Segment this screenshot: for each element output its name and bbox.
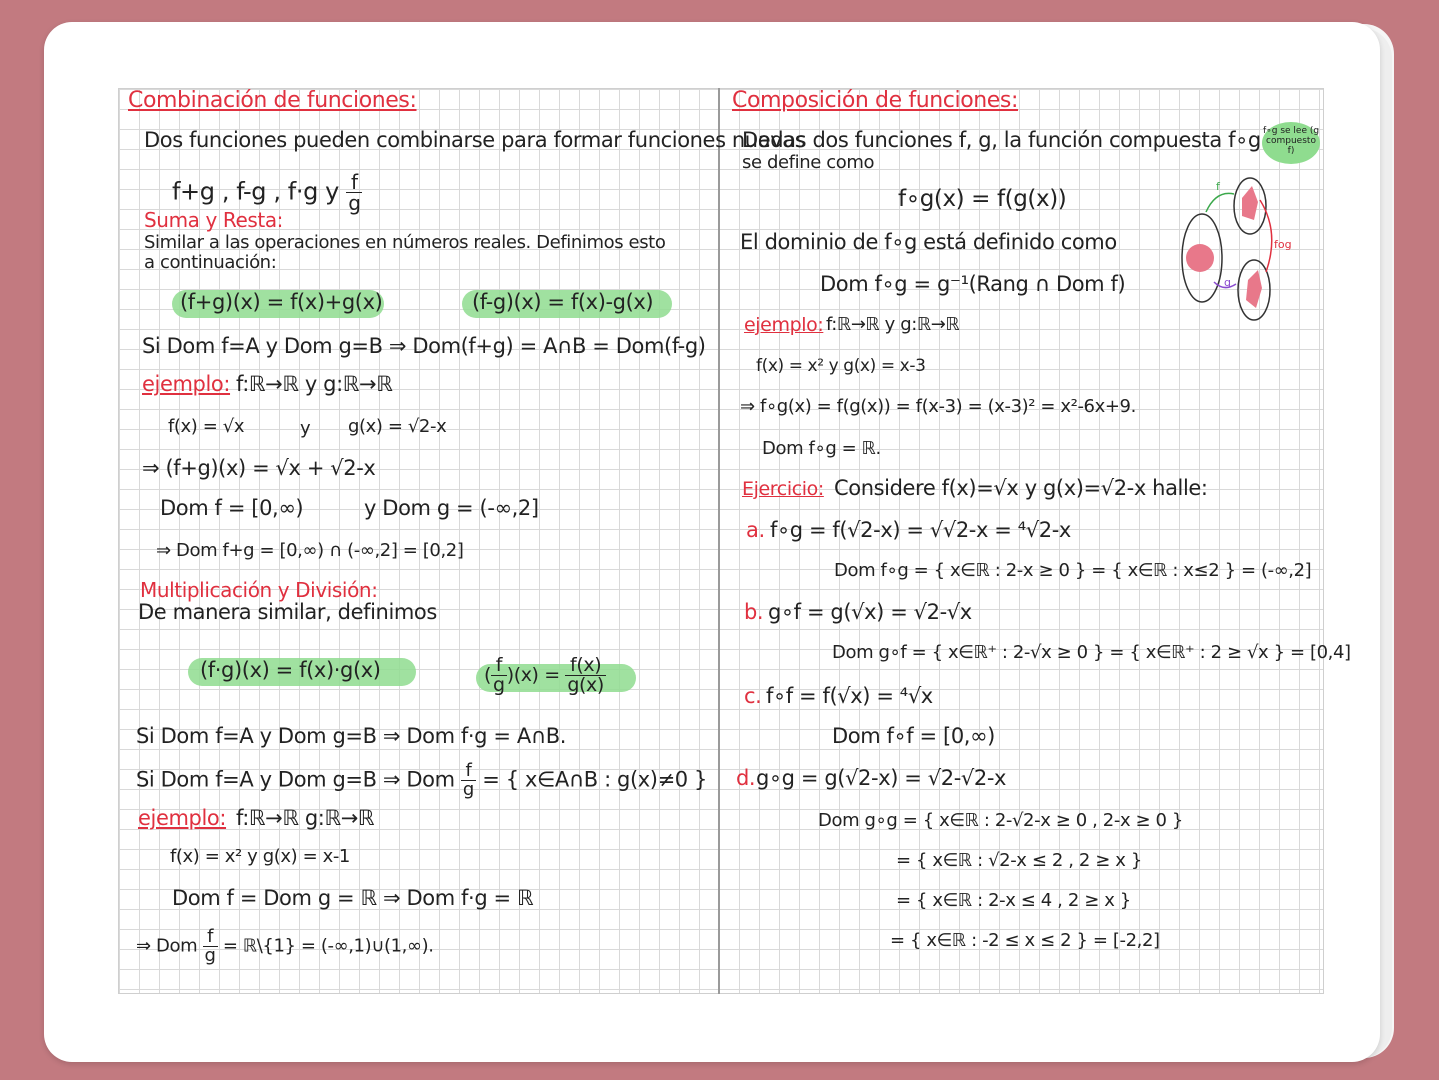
ex1-dom: ⇒ Dom f+g = [0,∞) ∩ (-∞,2] = [0,2] (156, 540, 464, 561)
item-d-text: g∘g = g(√2-x) = √2-√2-x (756, 766, 1007, 790)
ex2-dom: Dom f = Dom g = ℝ ⇒ Dom f·g = ℝ (172, 886, 534, 910)
domain-text: El dominio de f∘g está definido como (740, 230, 1117, 254)
right-intro-1: Dadas dos funciones f, g, la función compuesta f∘g (742, 128, 1261, 152)
range-region-bottom (1246, 270, 1262, 308)
ex2-maps: f:ℝ→ℝ g:ℝ→ℝ (236, 806, 375, 830)
ex2-fx: f(x) = x² y g(x) = x-1 (170, 846, 350, 867)
ex1-dom-f: Dom f = [0,∞) (160, 496, 304, 520)
diff-formula: (f-g)(x) = f(x)-g(x) (472, 290, 654, 314)
right-intro-2: se define como (742, 152, 875, 173)
ex1-maps: f:ℝ→ℝ y g:ℝ→ℝ (236, 372, 393, 396)
fog-arrow (1260, 200, 1272, 272)
mul-text: De manera similar, definimos (138, 600, 437, 624)
mul-title: Multiplicación y División: (140, 578, 378, 602)
exercise-text: Considere f(x)=√x y g(x)=√2-x halle: (834, 476, 1208, 500)
ex2-label: ejemplo: (138, 806, 227, 830)
diagram-g-label: g (1224, 276, 1231, 289)
diagram-f-label: f (1216, 180, 1220, 193)
item-a-text: f∘g = f(√2-x) = √√2-x = ⁴√2-x (770, 518, 1071, 542)
ex1-label: ejemplo: (142, 372, 231, 396)
combination-forms: f+g , f-g , f·g y $\frac{f}{g}$ (172, 170, 361, 215)
composition-formula: f∘g(x) = f(g(x)) (898, 186, 1067, 212)
sum-formula: (f+g)(x) = f(x)+g(x) (180, 290, 383, 314)
left-intro: Dos funciones pueden combinarse para formar funciones nuevas (144, 128, 806, 152)
ex1-fx: f(x) = √x (168, 416, 245, 437)
right-ex-label: ejemplo: (744, 314, 824, 336)
f-arrow (1206, 193, 1234, 212)
right-ex-fx: f(x) = x² y g(x) = x-3 (756, 356, 926, 376)
right-title: Composición de funciones: (732, 88, 1019, 113)
range-region-top (1242, 186, 1258, 220)
item-d-dom-3: = { x∈ℝ : 2-x ≤ 4 , 2 ≥ x } (896, 890, 1131, 911)
ex1-result: ⇒ (f+g)(x) = √x + √2-x (142, 456, 376, 480)
sum-text-1: Similar a las operaciones en números reales. Definimos esto (144, 232, 666, 253)
ex1-gx: g(x) = √2-x (348, 416, 447, 437)
item-b-text: g∘f = g(√x) = √2-√x (768, 600, 972, 624)
item-d-dom-4: = { x∈ℝ : -2 ≤ x ≤ 2 } = [-2,2] (890, 930, 1160, 951)
diagram-fog-label: fog (1274, 238, 1292, 251)
item-c-dom: Dom f∘f = [0,∞) (832, 724, 995, 748)
item-d-dom-2: = { x∈ℝ : √2-x ≤ 2 , 2 ≥ x } (896, 850, 1142, 871)
domain-formula: Dom f∘g = g⁻¹(Rang ∩ Dom f) (820, 272, 1126, 296)
div-formula: ( $\frac{f}{g}$ )(x) = $\frac{f(x)}{g(x)}$ (484, 654, 604, 696)
fog-note: f∘g se lee (g compuesto f) (1262, 122, 1320, 164)
sum-domain: Si Dom f=A y Dom g=B ⇒ Dom(f+g) = A∩B = Dom(f-g) (142, 334, 706, 358)
sum-title: Suma y Resta: (144, 208, 284, 232)
item-c-text: f∘f = f(√x) = ⁴√x (766, 684, 933, 708)
ex2-result: ⇒ Dom $\frac{f}{g}$ = ℝ\{1} = (-∞,1)∪(1,∞). (136, 926, 434, 966)
item-b-label: b. (744, 600, 764, 624)
domain-region (1186, 244, 1214, 272)
sum-text-2: a continuación: (144, 252, 277, 273)
ex1-dom-g: y Dom g = (-∞,2] (364, 496, 539, 520)
right-ex-dom: Dom f∘g = ℝ. (762, 438, 881, 459)
item-a-dom: Dom f∘g = { x∈ℝ : 2-x ≥ 0 } = { x∈ℝ : x≤2 } = (-∞,2] (834, 560, 1312, 581)
mul-formula: (f·g)(x) = f(x)·g(x) (200, 658, 381, 682)
div-domain: Si Dom f=A y Dom g=B ⇒ Dom $\frac{f}{g}$ = { x∈A∩B : g(x)≠0 } (136, 760, 707, 800)
ex1-y: y (300, 418, 311, 439)
item-a-label: a. (746, 518, 765, 542)
f-over-g: $\frac{f}{g}$ (348, 170, 361, 215)
item-b-dom: Dom g∘f = { x∈ℝ⁺ : 2-√x ≥ 0 } = { x∈ℝ⁺ : 2 ≥ √x } = [0,4] (832, 642, 1351, 663)
mul-domain: Si Dom f=A y Dom g=B ⇒ Dom f·g = A∩B. (136, 724, 567, 748)
column-divider (718, 88, 720, 994)
exercise-label: Ejercicio: (742, 478, 824, 500)
item-d-dom-1: Dom g∘g = { x∈ℝ : 2-√2-x ≥ 0 , 2-x ≥ 0 } (818, 810, 1183, 831)
item-c-label: c. (744, 684, 762, 708)
right-ex-result: ⇒ f∘g(x) = f(g(x)) = f(x-3) = (x-3)² = x²-6x+9. (740, 396, 1136, 417)
item-d-label: d. (736, 766, 756, 790)
composition-diagram (1180, 172, 1310, 332)
right-ex-maps: f:ℝ→ℝ y g:ℝ→ℝ (826, 314, 960, 335)
left-title: Combinación de funciones: (128, 88, 417, 113)
